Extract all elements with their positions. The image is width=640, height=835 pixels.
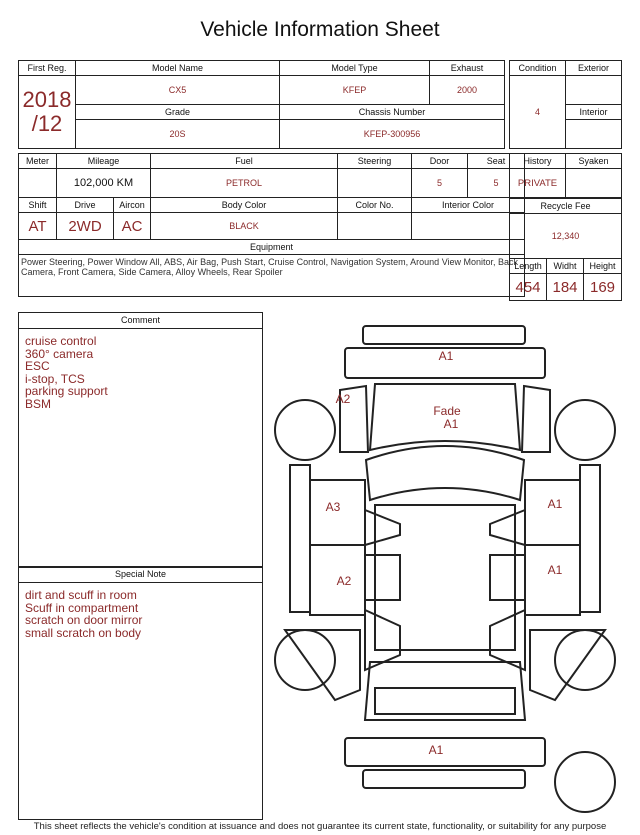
width-value: 184 bbox=[547, 274, 584, 301]
equipment-label: Equipment bbox=[19, 240, 525, 255]
mark-hood: A1 bbox=[443, 417, 459, 431]
footer-disclaimer: This sheet reflects the vehicle's condition at issuance and does not guarantee its current state, functionality, or suitability for any purpose bbox=[33, 821, 607, 832]
right-mirror-area bbox=[490, 510, 525, 545]
body-color-value: BLACK bbox=[151, 213, 338, 240]
exterior-label: Exterior bbox=[566, 61, 622, 76]
model-name: CX5 bbox=[76, 76, 280, 105]
height-value: 169 bbox=[584, 274, 622, 301]
recycle-label: Recycle Fee bbox=[510, 199, 622, 214]
seat-value: 5 bbox=[468, 169, 525, 198]
drive-value: 2WD bbox=[57, 213, 114, 240]
shift-label: Shift bbox=[19, 198, 57, 213]
special-note-lines bbox=[19, 583, 262, 639]
left-front-wheel bbox=[275, 400, 335, 460]
width-label: Widht bbox=[547, 259, 584, 274]
steering-label: Steering bbox=[338, 154, 412, 169]
right-front-door bbox=[525, 480, 580, 545]
meter-label: Meter bbox=[19, 154, 57, 169]
special-note-line: small scratch on body bbox=[25, 625, 142, 640]
comment-box bbox=[18, 312, 263, 568]
rear-glass bbox=[375, 688, 515, 714]
color-no-label: Color No. bbox=[338, 198, 412, 213]
mark-left-front-fender: A2 bbox=[335, 392, 351, 406]
comment-line: ESC bbox=[25, 359, 50, 373]
exhaust-label: Exhaust bbox=[430, 61, 505, 76]
interior-color-value bbox=[412, 213, 525, 240]
spare-wheel bbox=[555, 752, 615, 812]
mark-rear-bumper: A1 bbox=[428, 743, 444, 757]
model-type-label: Model Type bbox=[280, 61, 430, 76]
mileage-value: 102,000 KM bbox=[57, 169, 151, 198]
length-value: 454 bbox=[510, 274, 547, 301]
trunk bbox=[365, 662, 525, 720]
condition-value: 4 bbox=[510, 76, 566, 149]
fuel-label: Fuel bbox=[151, 154, 338, 169]
length-label: Length bbox=[510, 259, 547, 274]
page-title: Vehicle Information Sheet bbox=[200, 18, 440, 41]
comment-line: parking support bbox=[25, 384, 108, 398]
history-table bbox=[509, 153, 622, 198]
aircon-value: AC bbox=[114, 213, 151, 240]
right-rear-window bbox=[490, 555, 525, 600]
comment-line: cruise control bbox=[25, 334, 97, 348]
mark-left-rear-door: A2 bbox=[336, 574, 352, 588]
special-note-line: dirt and scuff in room bbox=[25, 588, 137, 602]
vehicle-main-table bbox=[18, 60, 505, 149]
right-sill bbox=[580, 465, 600, 612]
recycle-value: 12,340 bbox=[510, 214, 622, 259]
interior-label: Interior bbox=[566, 105, 622, 120]
windshield bbox=[366, 446, 524, 500]
car-damage-diagram bbox=[270, 322, 630, 818]
right-rear-wheel bbox=[555, 630, 615, 690]
door-label: Door bbox=[412, 154, 468, 169]
comment-line: BSM bbox=[25, 396, 52, 411]
mark-right-rear-door: A1 bbox=[547, 563, 563, 577]
comment-line: i-stop, TCS bbox=[25, 371, 85, 386]
door-value: 5 bbox=[412, 169, 468, 198]
comment-line: 360° camera bbox=[25, 346, 94, 361]
mark-hood-fade: Fade bbox=[433, 404, 461, 418]
right-front-fender bbox=[522, 386, 550, 452]
special-note-line: scratch on door mirror bbox=[25, 613, 143, 627]
fuel-value: PETROL bbox=[151, 169, 338, 198]
shift-value: AT bbox=[19, 213, 57, 240]
condition-table bbox=[509, 60, 622, 149]
left-rear-wheel bbox=[275, 630, 335, 690]
left-rear-window bbox=[365, 555, 400, 600]
first-reg-year: 2018 bbox=[22, 87, 72, 112]
aircon-label: Aircon bbox=[114, 198, 151, 213]
mark-right-front-door: A1 bbox=[547, 497, 563, 511]
roof bbox=[375, 505, 515, 650]
interior-value bbox=[566, 120, 622, 149]
specs-table bbox=[18, 153, 525, 297]
recycle-table bbox=[509, 198, 622, 301]
left-sill bbox=[290, 465, 310, 612]
left-mirror-area bbox=[365, 510, 400, 545]
right-front-wheel bbox=[555, 400, 615, 460]
grade-value: 20S bbox=[76, 120, 280, 149]
history-value: PRIVATE bbox=[510, 169, 566, 198]
interior-color-label: Interior Color bbox=[412, 198, 525, 213]
body-color-label: Body Color bbox=[151, 198, 338, 213]
exhaust-value: 2000 bbox=[430, 76, 505, 105]
first-reg-value bbox=[19, 76, 76, 149]
drive-label: Drive bbox=[57, 198, 114, 213]
special-note-box bbox=[18, 566, 263, 820]
seat-label: Seat bbox=[468, 154, 525, 169]
comment-label: Comment bbox=[19, 313, 262, 329]
right-rear-door bbox=[525, 545, 580, 615]
chassis-label: Chassis Number bbox=[280, 105, 505, 120]
history-label: History bbox=[510, 154, 566, 169]
color-no-value bbox=[338, 213, 412, 240]
equipment-value: Power Steering, Power Window All, ABS, Air Bag, Push Start, Cruise Control, Navigation System, Around View Monitor, Back Camera, Front Camera, Side Camera, Alloy Wheels, Rear Spoiler bbox=[19, 255, 525, 297]
height-label: Height bbox=[584, 259, 622, 274]
special-note-line: Scuff in compartment bbox=[25, 600, 139, 615]
steering-value bbox=[338, 169, 412, 198]
mark-left-front-door: A3 bbox=[325, 500, 341, 514]
first-reg-label: First Reg. bbox=[19, 61, 76, 76]
syaken-value bbox=[566, 169, 622, 198]
model-type: KFEP bbox=[280, 76, 430, 105]
comment-lines bbox=[19, 329, 262, 410]
special-note-label: Special Note bbox=[19, 567, 262, 583]
front-bumper-top bbox=[363, 326, 525, 344]
rear-bumper bbox=[345, 738, 545, 766]
mark-front-bumper: A1 bbox=[438, 349, 454, 363]
condition-label: Condition bbox=[510, 61, 566, 76]
first-reg-month: /12 bbox=[31, 111, 63, 136]
chassis-number: KFEP-300956 bbox=[280, 120, 505, 149]
grade-label: Grade bbox=[76, 105, 280, 120]
syaken-label: Syaken bbox=[566, 154, 622, 169]
model-name-label: Model Name bbox=[76, 61, 280, 76]
mileage-label: Mileage bbox=[57, 154, 151, 169]
exterior-value bbox=[566, 76, 622, 105]
meter-value bbox=[19, 169, 57, 198]
rear-bumper-bottom bbox=[363, 770, 525, 788]
